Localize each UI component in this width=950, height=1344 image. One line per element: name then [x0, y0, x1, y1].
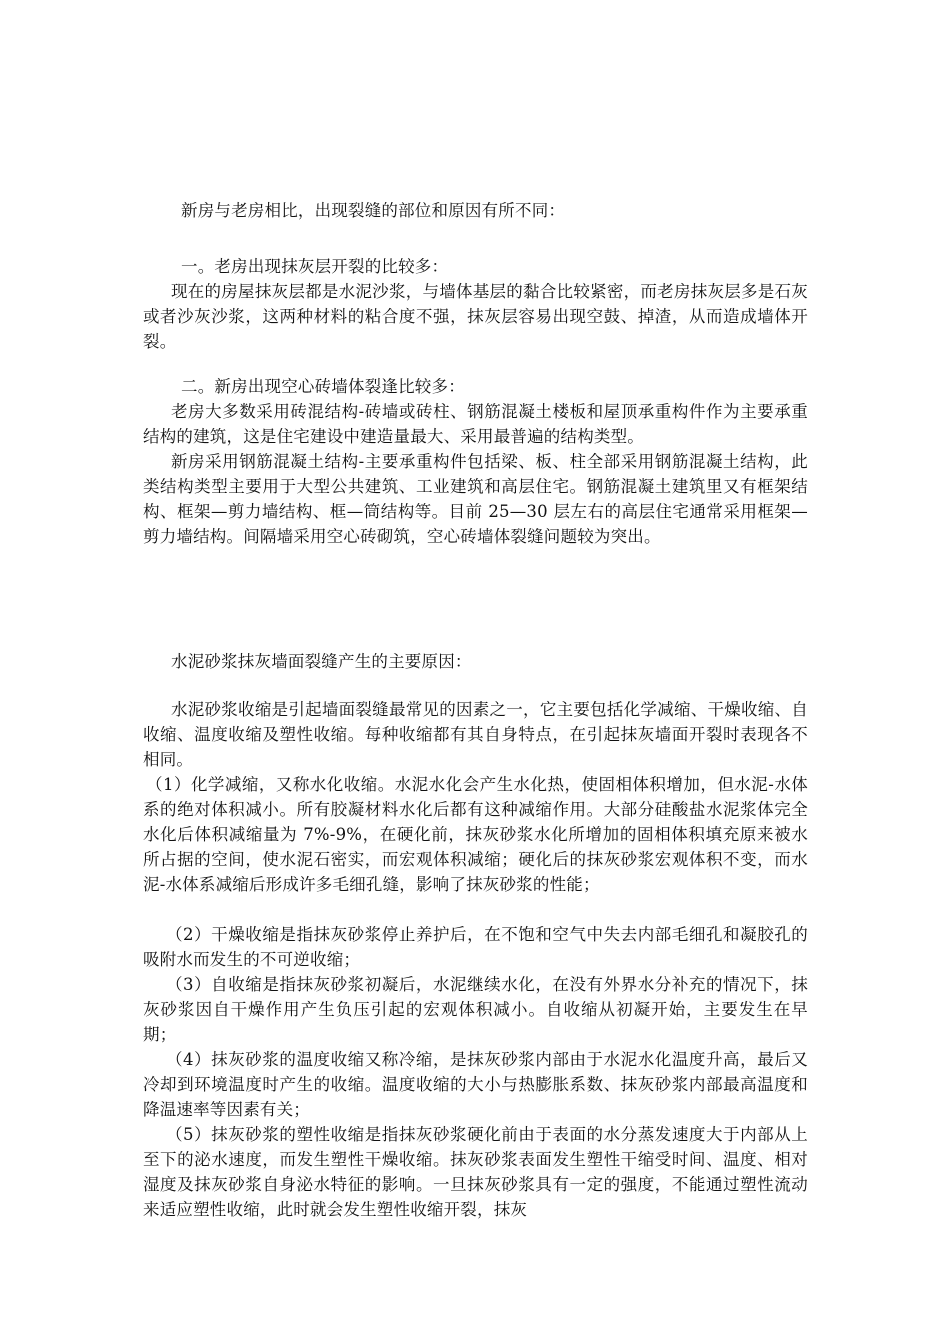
list-item-autogenous: （3）自收缩是指抹灰砂浆初凝后，水泥继续水化，在没有外界水分补充的情况下，抹灰砂浆因自干燥作用产生负压引起的宏观体积减小。自收缩从初凝开始，主要发生在早期；	[143, 975, 808, 1044]
list-item-chemical: （1）化学减缩，又称水化收缩。水泥水化会产生水化热，使固相体积增加，但水泥-水体系的绝对体积减小。所有胶凝材料水化后都有这种减缩作用。大部分硅酸盐水泥浆体完全水化后体积减缩量为 7%-9%，在硬化前，抹灰砂浆水化所增加的固相体积填充原来被水所占据的空间，使水泥石密实，而宏观体积减缩；硬化后的抹灰砂浆宏观体积不变，而水泥-水体系减缩后形成许多毛细孔缝，影响了抹灰砂浆的性能；	[143, 775, 808, 894]
heading-old-house: 一。老房出现抹灰层开裂的比较多：	[181, 257, 449, 276]
paragraph-causes-intro: 水泥砂浆收缩是引起墙面裂缝最常见的因素之一，它主要包括化学减缩、干燥收缩、自收缩、温度收缩及塑性收缩。每种收缩都有其自身特点，在引起抹灰墙面开裂时表现各不相同。	[143, 700, 808, 769]
paragraph-old-structure: 老房大多数采用砖混结构-砖墙或砖柱、钢筋混凝土楼板和屋顶承重构件作为主要承重结构的建筑，这是住宅建设中建造量最大、采用最普遍的结构类型。	[143, 402, 808, 446]
heading-new-house: 二。新房出现空心砖墙体裂逢比较多：	[181, 377, 465, 396]
list-item-thermal: （4）抹灰砂浆的温度收缩又称冷缩，是抹灰砂浆内部由于水泥水化温度升高，最后又冷却到环境温度时产生的收缩。温度收缩的大小与热膨胀系数、抹灰砂浆内部最高温度和降温速率等因素有关；	[143, 1050, 808, 1119]
intro-text: 新房与老房相比，出现裂缝的部位和原因有所不同：	[181, 201, 566, 220]
paragraph-new-structure: 新房采用钢筋混凝土结构-主要承重构件包括梁、板、柱全部采用钢筋混凝土结构，此类结构类型主要用于大型公共建筑、工业建筑和高层住宅。钢筋混凝土建筑里又有框架结构、框架—剪力墙结构、框—筒结构等。目前 25—30 层左右的高层住宅通常采用框架—剪力墙结构。间隔墙采用空心砖砌筑，空心砖墙体裂缝问题较为突出。	[143, 452, 808, 546]
section-title-causes: 水泥砂浆抹灰墙面裂缝产生的主要原因：	[171, 652, 472, 671]
list-item-drying: （2）干燥收缩是指抹灰砂浆停止养护后，在不饱和空气中失去内部毛细孔和凝胶孔的吸附水而发生的不可逆收缩；	[143, 925, 808, 969]
paragraph-old-house: 现在的房屋抹灰层都是水泥沙浆，与墙体基层的黏合比较紧密，而老房抹灰层多是石灰或者沙灰沙浆，这两种材料的粘合度不强，抹灰层容易出现空鼓、掉渣，从而造成墙体开裂。	[143, 282, 808, 351]
list-item-plastic: （5）抹灰砂浆的塑性收缩是指抹灰砂浆硬化前由于表面的水分蒸发速度大于内部从上至下的泌水速度，而发生塑性干燥收缩。抹灰砂浆表面发生塑性干缩受时间、温度、相对湿度及抹灰砂浆自身泌水特征的影响。一旦抹灰砂浆具有一定的强度，不能通过塑性流动来适应塑性收缩，此时就会发生塑性收缩开裂，抹灰	[143, 1125, 808, 1219]
